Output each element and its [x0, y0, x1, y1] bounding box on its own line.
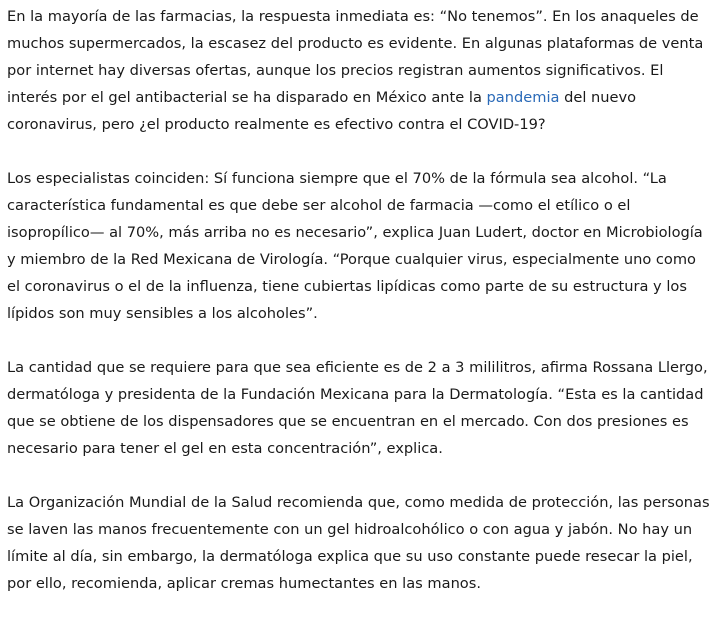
paragraph-text: del nuevo coronavirus, pero ¿el producto realmente es efectivo contra el COVID-19? [7, 89, 637, 133]
paragraph-especialistas: Los especialistas coinciden: Sí funciona siempre que el 70% de la fórmula sea alcohol. “La característica fundamental es que debe ser alcohol de farmacia —como el etílico o el isopropílico— al 70%, más arriba no es necesario”, explica Juan Ludert, doctor en Microbiología y miembro de la Red Mexicana de Virología. “Porque cualquier virus, especialmente uno como el coronavirus o el de la influenza, tiene cubiertas lipídicas como parte de su estructura y los lípidos son muy sensibles a los alcoholes”. [7, 170, 703, 322]
pandemia-link[interactable]: pandemia [486, 89, 560, 106]
paragraph-farmacias [7, 3, 713, 138]
article-body [7, 3, 713, 624]
paragraph-text: En la mayoría de las farmacias, la respuesta inmediata es: “No tenemos”. En los anaqueles de muchos supermercados, la escasez del producto es evidente. En algunas plataformas de venta por internet hay diversas ofertas, aunque los precios registran aumentos significativos. El interés por el gel antibacterial se ha disparado en México ante la [7, 8, 704, 106]
paragraph-cantidad: La cantidad que se requiere para que sea eficiente es de 2 a 3 mililitros, afirma Rossana Llergo, dermatóloga y presidenta de la Fundación Mexicana para la Dermatología. “Esta es la cantidad que se obtiene de los dispensadores que se encuentran en el mercado. Con dos presiones es necesario para tener el gel en esta concentración”, explica. [7, 359, 708, 457]
paragraph-oms: La Organización Mundial de la Salud recomienda que, como medida de protección, las personas se laven las manos frecuentemente con un gel hidroalcohólico o con agua y jabón. No hay un límite al día, sin embargo, la dermatóloga explica que su uso constante puede resecar la piel, por ello, recomienda, aplicar cremas humectantes en las manos. [7, 494, 710, 592]
